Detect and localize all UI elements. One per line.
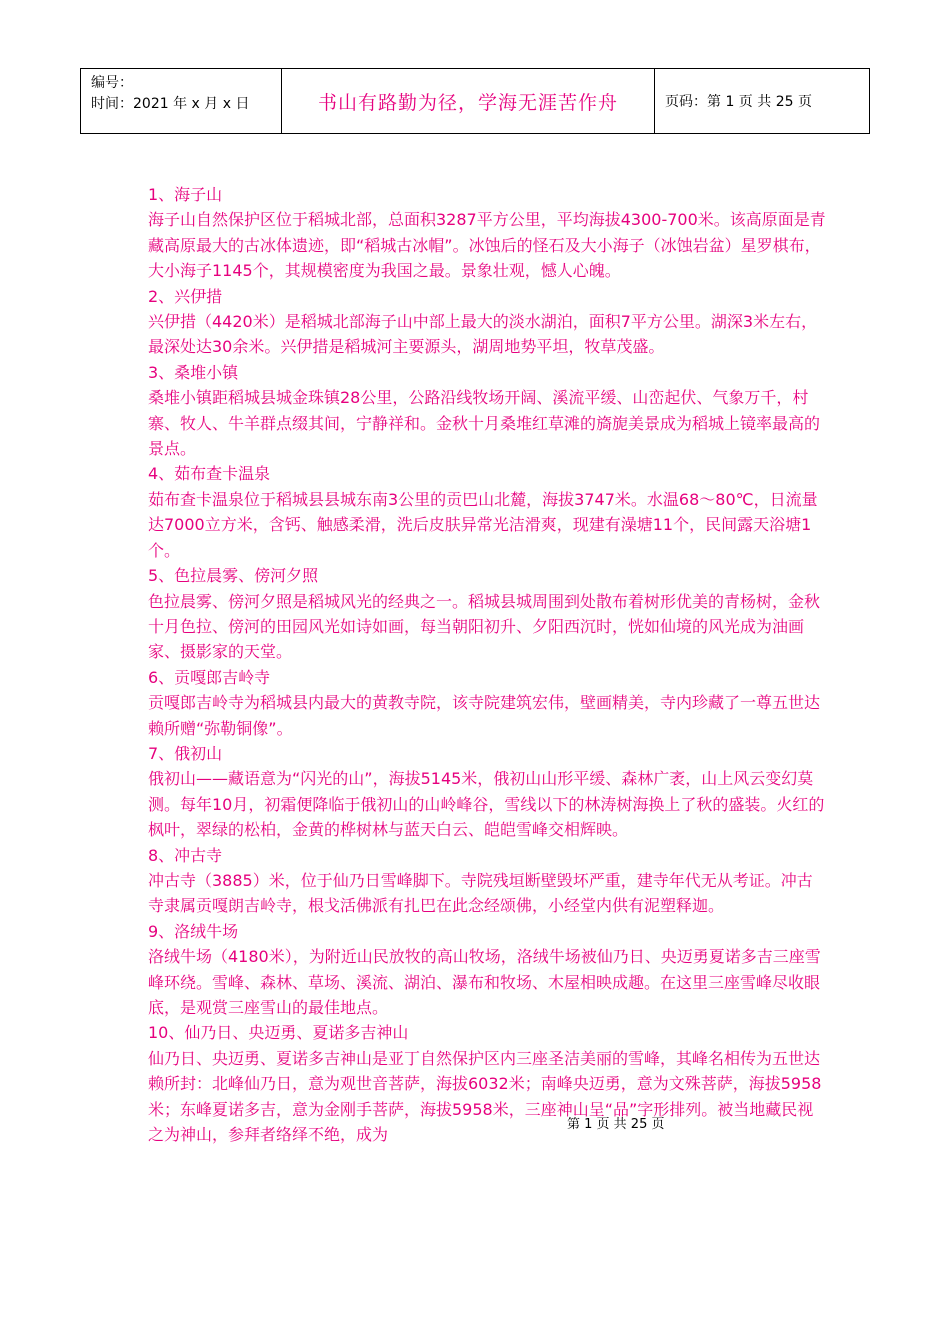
section-heading: 7、俄初山 [148,743,223,763]
section-heading: 2、兴伊措 [148,286,223,306]
section-paragraph: 色拉晨雾、傍河夕照是稻城风光的经典之一。稻城县城周围到处散布着树形优美的青杨树，金秋十月色拉、傍河的田园风光如诗如画，每当朝阳初升、夕阳西沉时，恍如仙境的风光成为油画家、摄影家的天堂。 [148,591,821,662]
document-date-label: 时间：2021 年 x 月 x 日 [91,96,250,112]
header-page-cell [655,69,869,133]
section-paragraph: 冲古寺（3885）米，位于仙乃日雪峰脚下。寺院残垣断壁毁坏严重，建寺年代无从考证。冲古寺隶属贡嘎朗吉岭寺，根戈活佛派有扎巴在此念经颂佛，小经堂内供有泥塑释迦。 [148,870,813,916]
header-table [80,68,870,134]
document-number-label: 编号： [91,75,133,91]
section-heading: 8、冲古寺 [148,845,223,865]
section-paragraph: 贡嘎郎吉岭寺为稻城县内最大的黄教寺院，该寺院建筑宏伟，壁画精美，寺内珍藏了一尊五世达赖所赠“弥勒铜像”。 [148,693,821,738]
section-paragraph: 俄初山——藏语意为“闪光的山”，海拔5145米，俄初山山形平缓、森林广袤，山上风云变幻莫测。每年10月，初霜便降临于俄初山的山岭峰谷，雪线以下的林涛树海换上了秋的盛装。火红的枫叶，翠绿的松柏，金黄的桦树林与蓝天白云、皑皑雪峰交相辉映。 [148,769,825,840]
page-code-label: 页码：第 1 页 共 25 页 [665,94,812,110]
section-paragraph: 茹布查卡温泉位于稻城县县城东南3公里的贡巴山北麓，海拔3747米。水温68～80℃，日流量达7000立方米，含钙、触感柔滑，洗后皮肤异常光洁滑爽，现建有澡塘11个，民间露天浴塘1个。 [148,489,818,560]
section-heading: 9、洛绒牛场 [148,921,239,941]
section-paragraph: 洛绒牛场（4180米），为附近山民放牧的高山牧场，洛绒牛场被仙乃日、央迈勇夏诺多吉三座雪峰环绕。雪峰、森林、草场、溪流、湖泊、瀑布和牧场、木屋相映成趣。在这里三座雪峰尽收眼底，是观赏三座雪山的最佳地点。 [148,947,821,1017]
section-heading: 5、色拉晨雾、傍河夕照 [148,566,319,586]
section-heading: 1、海子山 [148,185,223,204]
section-heading: 3、桑堆小镇 [148,362,239,382]
section-heading: 10、仙乃日、央迈勇、夏诺多吉神山 [148,1023,409,1043]
header-info-cell [81,69,282,133]
document-body [148,182,828,1147]
section-heading: 6、贡嘎郎吉岭寺 [148,667,271,687]
section-paragraph: 仙乃日、央迈勇、夏诺多吉神山是亚丁自然保护区内三座圣洁美丽的雪峰，其峰名相传为五世达赖所封：北峰仙乃日，意为观世音菩萨，海拔6032米；南峰央迈勇，意为文殊菩萨，海拔5958米；东峰夏诺多吉，意为金刚手菩萨，海拔5958米，三座神山呈“品”字形排列。被当地藏民视之为神山，参拜者络绎不绝，成为 [148,1048,822,1145]
motto-text: 书山有路勤为径，学海无涯苦作舟 [317,91,618,114]
header-motto-cell [282,69,655,133]
section-paragraph: 兴伊措（4420米）是稻城北部海子山中部上最大的淡水湖泊，面积7平方公里。湖深3米左右，最深处达30余米。兴伊措是稻城河主要源头，湖周地势平坦，牧草茂盛。 [148,312,818,357]
section-paragraph: 桑堆小镇距稻城县城金珠镇28公里，公路沿线牧场开阔、溪流平缓、山峦起伏、气象万千，村寨、牧人、牛羊群点缀其间，宁静祥和。金秋十月桑堆红草滩的旖旎美景成为稻城上镜率最高的景点。 [148,388,821,459]
section-heading: 4、茹布查卡温泉 [148,464,271,484]
page-footer: 第 1 页 共 25 页 [567,1117,665,1132]
section-paragraph: 海子山自然保护区位于稻城北部，总面积3287平方公里，平均海拔4300-700米。该高原面是青藏高原最大的古冰体遗迹，即“稻城古冰帽”。冰蚀后的怪石及大小海子（冰蚀岩盆）星罗棋布，大小海子1145个，其规模密度为我国之最。景象壮观，憾人心魄。 [148,210,826,281]
